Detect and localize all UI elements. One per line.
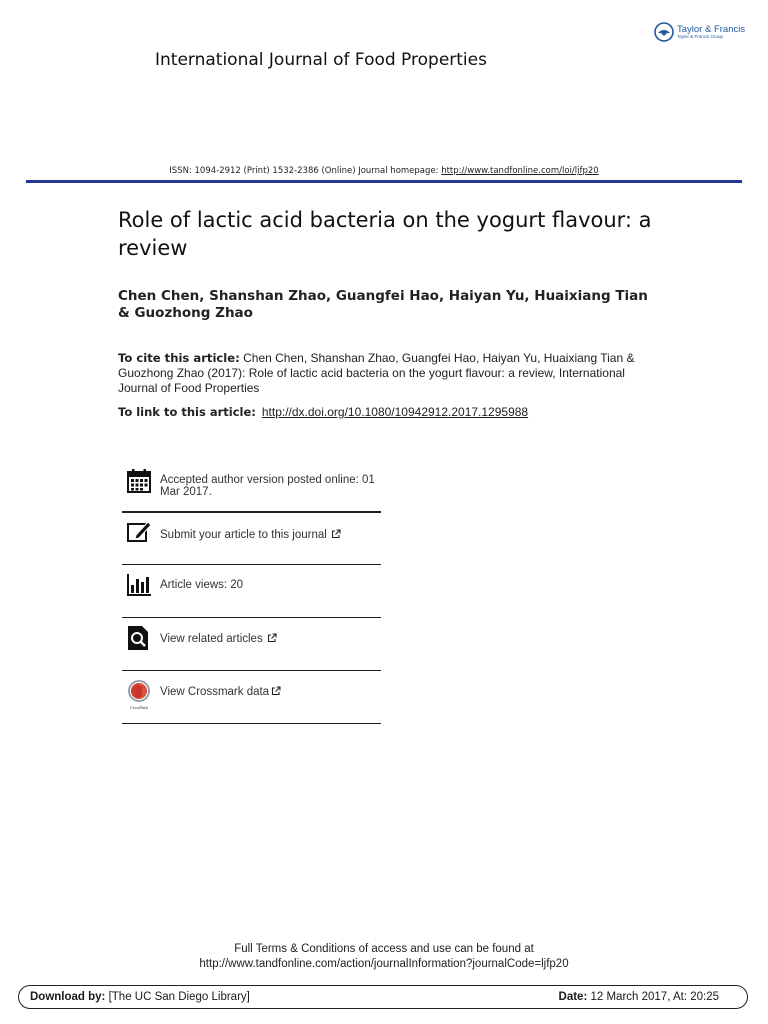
terms-notice [0,942,768,972]
date-value: 12 March 2017, At: 20:25 [587,991,719,1003]
article-title: Role of lactic acid bacteria on the yogurt flavour: a review [118,208,652,260]
related-articles-item[interactable] [122,618,381,670]
citation [118,351,648,396]
publisher-logo[interactable] [654,22,745,42]
doi-link[interactable]: http://dx.doi.org/10.1080/10942912.2017.1295988 [261,405,529,419]
article-link-row [118,405,678,419]
crossmark-logo [126,680,152,702]
download-value: [The UC San Diego Library] [105,991,250,1003]
crossmark-text: View Crossmark data [160,686,270,698]
submit-article-item[interactable] [122,513,381,564]
accepted-version-label: Accepted author version posted online: 01 Mar 2017. [160,474,375,498]
download-label: Download by: [30,991,106,1003]
header-rule [26,180,742,183]
edit-icon [126,519,152,545]
related-articles-text: View related articles [160,633,263,645]
taylor-francis-logo-icon [654,22,674,42]
journal-title: International Journal of Food Properties [155,50,487,70]
link-label: To link to this article: [118,405,256,419]
article-views-item [122,565,381,617]
journal-homepage-link[interactable]: http://www.tandfonline.com/loi/ljfp20 [441,166,599,176]
terms-line-1: Full Terms & Conditions of access and use can be found at [234,943,534,955]
bar-chart-icon [126,571,152,597]
external-link-icon [271,686,281,696]
accepted-version-item [122,466,381,510]
submit-article-label[interactable] [160,529,378,541]
article-authors: Chen Chen, Shanshan Zhao, Guangfei Hao, Haiyan Yu, Huaixiang Tian & Guozhong Zhao [118,288,648,321]
publisher-group: Taylor & Francis Group [677,34,724,39]
calendar-icon [126,468,152,494]
issn-line [0,166,768,176]
article-views-label: Article views: 20 [160,579,244,591]
search-document-icon [126,625,152,651]
submit-article-text: Submit your article to this journal [160,529,327,541]
info-divider [122,723,381,724]
date-label: Date: [558,991,588,1003]
download-info [30,991,250,1003]
crossmark-label[interactable] [160,686,378,698]
external-link-icon [331,529,341,539]
publisher-name: Taylor & Francis [677,23,746,35]
external-link-icon [267,633,277,643]
citation-label: To cite this article: [118,351,240,365]
terms-url[interactable]: http://www.tandfonline.com/action/journalInformation?journalCode=ljfp20 [199,958,569,970]
issn-text: ISSN: 1094-2912 (Print) 1532-2386 (Online) Journal homepage: [169,166,442,176]
crossmark-badge-text: CrossMark [130,705,148,710]
crossmark-icon [126,680,152,710]
download-date [559,991,719,1003]
related-articles-label[interactable] [160,633,378,645]
citation-text: Chen Chen, Shanshan Zhao, Guangfei Hao, Haiyan Yu, Huaixiang Tian & Guozhong Zhao (2017): Role of lactic acid bacteria on the yogurt flavour: a review, International Journal of Food Properties [118,351,635,395]
crossmark-item[interactable] [122,671,381,723]
download-footer [18,985,748,1009]
